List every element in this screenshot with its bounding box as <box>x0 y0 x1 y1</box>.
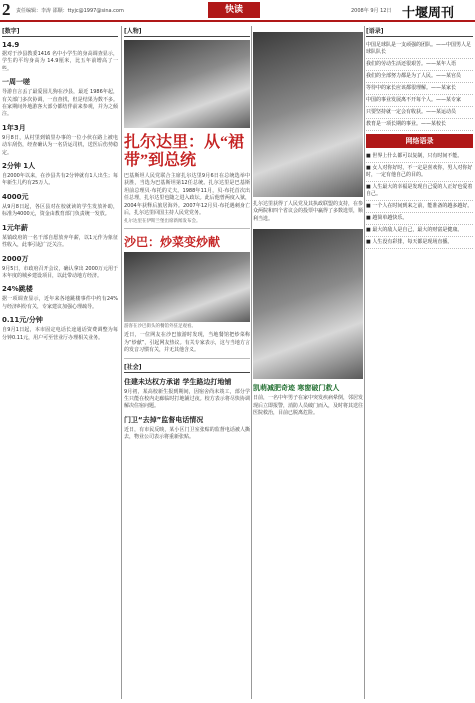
net-quote-item: ■ 人生没有彩排，每天都是现场直播。 <box>366 237 473 249</box>
number-headline: 24%跳楼 <box>2 285 33 294</box>
number-headline: 4000元 <box>2 192 29 201</box>
quote-item: 只要坚持就一定会有收获。——某运动员 <box>366 107 473 119</box>
story-body: 近日，一位网友在沙巴旅游时发现，当地餐馆把炒菜称为“炒献”，引起网友热议。有关专家表示，这与当地方言的发音习惯有关，并无其他含义。 <box>124 332 250 354</box>
net-quote-list <box>366 151 473 249</box>
net-quote-item: ■ 人生最大的幸福是发现自己爱的人正好也爱着自己。 <box>366 182 473 201</box>
issue-date: 2008年 9月 12日 <box>351 8 392 14</box>
portrait-photo <box>124 40 250 128</box>
number-body: 据一项调查显示，近年来各地跳楼事件中约有24%与经济纠纷有关，专家建议加强心理疏导。 <box>2 296 118 310</box>
feature-continuation: 扎尔达里获得了人民党及其执政联盟的支持，在参众两院和四个省议会的投票中赢得了多数选票，顺利当选。 <box>253 201 363 222</box>
number-body: 导游自言丢了最爱园儿狗在沙县，最近 1986年起，有关部门多次协调，一直查找，但是结果为数不多。在家期间外地游客大部分都结伴前来参观，并为之倾注。 <box>2 89 118 118</box>
column-divider <box>364 26 365 699</box>
story-body: 日前，一名中年男子在家中突发疾病晕倒，邻居发现后立即报警，消防人员破门而入，及时将其送往医院救治，目前已脱离危险。 <box>253 395 363 417</box>
net-quote-item: ■ 世界上什么都可以复制，只有时间不能。 <box>366 151 473 163</box>
number-headline: 2000万 <box>2 254 29 263</box>
section-label: [语录] <box>366 26 473 37</box>
page-header <box>0 0 475 22</box>
net-quote-item: ■ 女人对你好时，不一定是喜欢你，男人对你好时，一定有他自己的目的。 <box>366 163 473 182</box>
net-quote-item: ■ 最大的敌人是自己，最大的财富是健康。 <box>366 225 473 237</box>
masthead: 十堰周刊 <box>402 5 455 20</box>
quote-item: 我们的全部努力都是为了人民。——某官员 <box>366 71 473 83</box>
quote-item: 中国的事业发展离不开每个人。——某专家 <box>366 95 473 107</box>
section-tab: 快读 <box>208 2 260 18</box>
number-body: 9月8日，从村里到镇里办事的一位小伙在路上被电动车刮伤，经查确认为一名货运司机，送医后伤势稳定。 <box>2 134 118 156</box>
portrait-photo-large <box>253 32 363 197</box>
number-headline: 一周一嗟 <box>2 78 30 87</box>
number-body: 9月5日，市政府召开会议，确认拿出 2000万元用于本年度的城乡建设项目，以此带动地方经济。 <box>2 265 118 279</box>
number-body: 从9月8日起，各区县对在校就读的学生发放补助，标准为4000元，资金由教育部门负责统一发放。 <box>2 203 118 218</box>
number-headline: 0.11元/分钟 <box>2 316 43 325</box>
divider <box>124 228 250 229</box>
quote-item: 中国足球队是一支顽强的团队。——中国男人足球队队长 <box>366 40 473 59</box>
divider <box>124 358 250 359</box>
number-body: 据对于沙县教委1416 名中小学生的身高调查显示，学生的平均身高为 14.9厘米，比五年前增高了一些。 <box>2 51 118 72</box>
feature-body: 巴基斯坦人民党联合主席扎尔达里9月6日在总统选举中获胜，当选为巴基斯坦第12任总统。扎尔达里是巴基斯坦前总理贝·布托的丈夫。1988年11月，贝·布托首次出任总理，扎尔达里也随之进入政坛。此后他曾两度入狱，2004年获释后旅居海外。2007年12月贝·布托遇刺身亡后，扎尔达里回国主持人民党党务。 <box>124 173 250 217</box>
photo-caption: 扎尔达里在伊斯兰堡出席新闻发布会。 <box>124 219 201 225</box>
column-divider <box>251 26 252 699</box>
column-quotes <box>366 26 473 699</box>
number-items <box>2 41 118 342</box>
column-numbers <box>2 26 118 699</box>
column-people <box>124 26 250 699</box>
number-headline: 14.9 <box>2 41 20 49</box>
story-headline: 住建未达权方承诺 学生路边打地铺 <box>124 377 232 386</box>
column-features <box>253 26 363 699</box>
street-photo <box>124 252 250 322</box>
quote-item: 我们的劳动生活还很艰苦。——某年人语 <box>366 59 473 71</box>
feature-title: 扎尔达里：从“裙带”到总统 <box>124 134 245 169</box>
section-banner: 网络语录 <box>366 134 473 148</box>
story-headline: 凯萌减肥奇迹 寒窗破门救人 <box>253 384 340 393</box>
number-body: 某镇政府的一名干部自愿放弃年薪，以1元作为象征性收入，此事引起广泛关注。 <box>2 234 118 249</box>
photo-caption: 游客在沙巴街头的餐馆外驻足观看。 <box>124 324 196 330</box>
story-title: 沙巴：炒菜变炒献 <box>124 235 221 250</box>
number-headline: 1元年薪 <box>2 223 28 232</box>
number-body: 自9月1日起，本市固定电话长途通话资费调整为每分钟0.11元，用户可至营业厅办理相关业务。 <box>2 327 118 341</box>
number-body: 自2000年以来，在沙县共有2分钟就有1人出生；每年新生儿约有25万人。 <box>2 173 118 187</box>
editor-credits: 责任编辑：李涛 邵顺：ttyjc@1997@sina.com <box>16 8 124 14</box>
story-headline: 门卫“去掉”监督电话情况 <box>124 415 204 424</box>
quote-item: 等待中的家长应该都很理解。——某家长 <box>366 83 473 95</box>
quote-list <box>366 40 473 131</box>
event-photo <box>253 229 363 379</box>
quote-item: 教育是一项长期的事业。——某校长 <box>366 119 473 131</box>
section-label: [社会] <box>124 362 250 373</box>
column-divider <box>121 26 122 699</box>
section-label: [人物] <box>124 26 250 37</box>
page-number: 2 <box>2 0 11 19</box>
number-headline: 2分钟 1人 <box>2 162 36 171</box>
number-headline: 1年3月 <box>2 123 26 132</box>
story-body: 9月初，某高校新生报到期间，因宿舍尚未竣工，部分学生只能在校内走廊临时打地铺过夜。校方表示将尽快协调解决住宿问题。 <box>124 388 250 410</box>
story-body: 近日，有市民反映，某小区门卫室张贴的监督电话被人撕去，物业公司表示将重新张贴。 <box>124 426 250 441</box>
net-quote-item: ■ 一个人在时间到来之前，能准备的越多越好。 <box>366 201 473 213</box>
section-label: [数字] <box>2 26 118 37</box>
net-quote-item: ■ 越简单越快乐。 <box>366 213 473 225</box>
